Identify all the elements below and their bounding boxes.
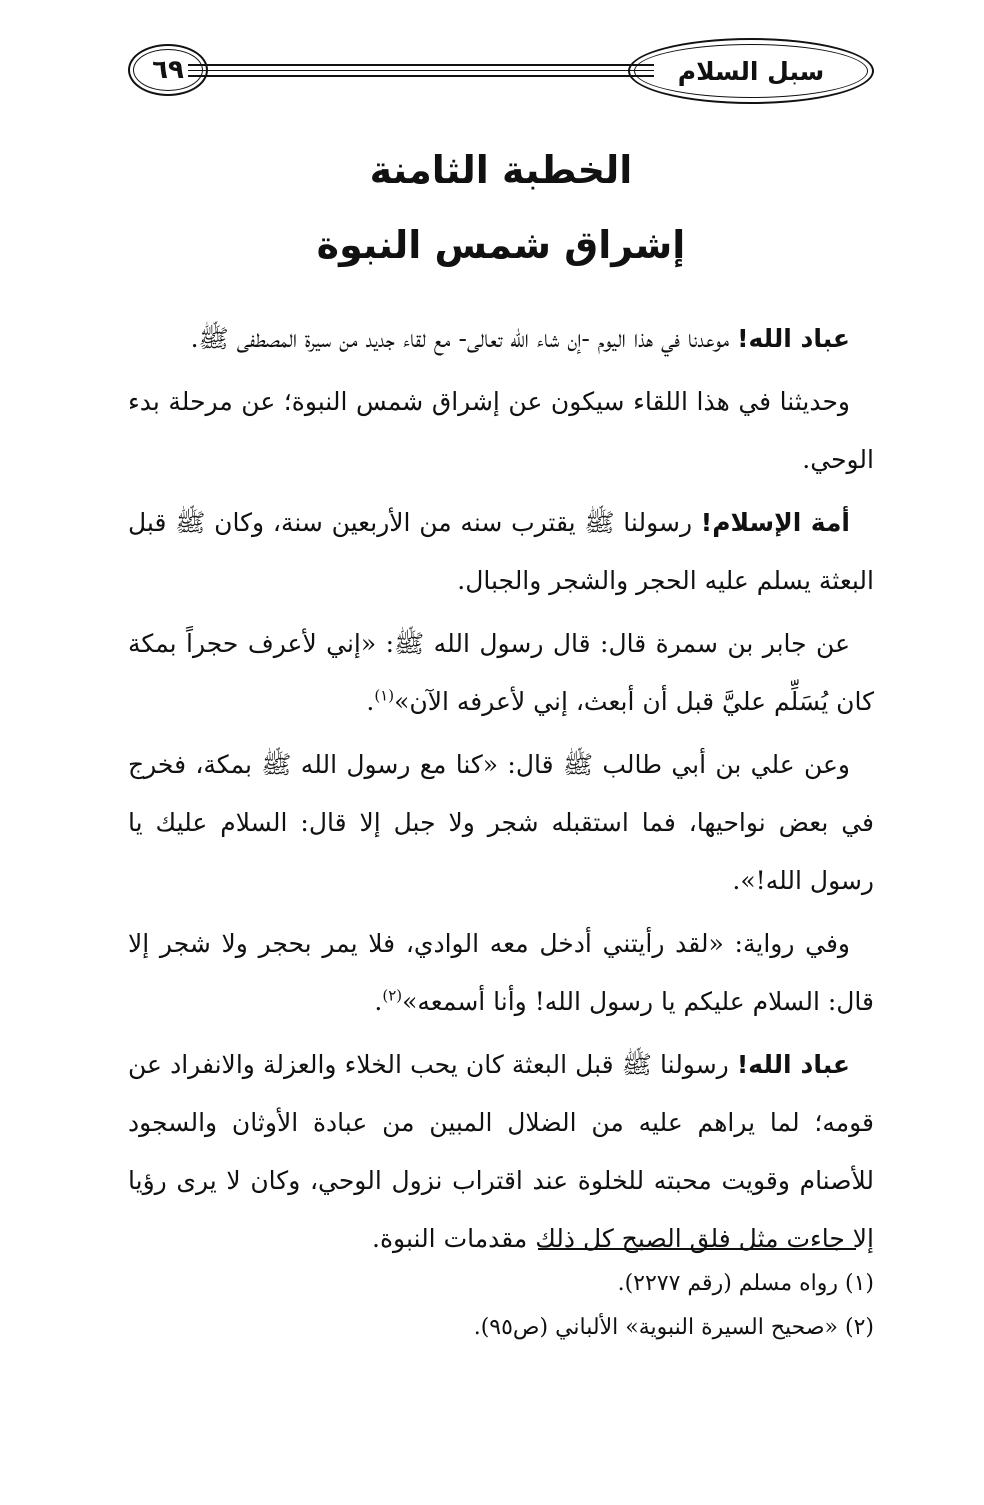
header-rule — [188, 64, 654, 66]
running-header — [128, 38, 874, 106]
paragraph — [128, 915, 874, 1031]
paragraph-text: رسولنا ﷺ يقترب سنه من الأربعين سنة، وكان ﷺ قبل البعثة يسلم عليه الحجر والشجر والجبال. — [128, 508, 874, 595]
book-title-frame — [628, 38, 874, 104]
footnote: (٢) «صحيح السيرة النبوية» الألباني (ص٩٥). — [473, 1315, 874, 1340]
footnote-separator — [538, 1248, 856, 1250]
paragraph — [128, 494, 874, 610]
paragraph — [128, 1036, 874, 1268]
footnotes — [128, 1262, 874, 1350]
paragraph-tail: . — [366, 687, 375, 716]
paragraph-text: موعدنا في هذا اليوم -إن شاء الله تعالى- مع لقاء جديد من سيرة المصطفى ﷺ. — [190, 324, 738, 353]
paragraph-lead: أمة الإسلام! — [700, 508, 851, 537]
footnote-marker[interactable]: (١) — [374, 686, 395, 705]
paragraph-text: وعن علي بن أبي طالب ﷺ قال: «كنا مع رسول الله ﷺ بمكة، فخرج في بعض نواحيها، فما استقبله شجر ولا جبل إلا قال: السلام عليك يا رسول الله!». — [128, 750, 874, 895]
footnote-marker[interactable]: (٢) — [382, 986, 403, 1005]
body-text — [128, 310, 874, 1273]
page-number: ٦٩ — [152, 55, 184, 85]
footnote: (١) رواه مسلم (رقم ٢٢٧٧). — [617, 1271, 874, 1296]
header-rule — [188, 70, 654, 71]
paragraph — [128, 373, 874, 489]
paragraph-lead: عباد الله! — [737, 324, 850, 353]
paragraph-text: وفي رواية: «لقد رأيتني أدخل معه الوادي، فلا يمر بحجر ولا شجر إلا قال: السلام عليكم يا رسول الله! وأنا أسمعه» — [128, 929, 874, 1016]
paragraph-text: رسولنا ﷺ قبل البعثة كان يحب الخلاء والعزلة والانفراد عن قومه؛ لما يراهم عليه من الضلال المبين من عبادة الأوثان والسجود للأصنام وقويت محبته للخلوة عند اقتراب نزول الوحي، وكان لا يرى رؤيا إلا جاءت مثل فلق الصبح كل ذلك مقدمات النبوة. — [128, 1050, 874, 1253]
paragraph-tail: . — [374, 987, 383, 1016]
paragraph-text: وحديثنا في هذا اللقاء سيكون عن إشراق شمس النبوة؛ عن مرحلة بدء الوحي. — [128, 387, 874, 474]
book-title: سبل السلام — [677, 56, 825, 86]
sermon-title: إشراق شمس النبوة — [316, 223, 686, 267]
paragraph — [128, 615, 874, 731]
header-rule — [188, 75, 654, 77]
paragraph — [128, 736, 874, 910]
paragraph — [128, 310, 874, 368]
paragraph-text: عن جابر بن سمرة قال: قال رسول الله ﷺ: «إني لأعرف حجراً بمكة كان يُسَلِّم عليَّ قبل أن أبعث، إني لأعرفه الآن» — [128, 629, 874, 716]
paragraph-lead: عباد الله! — [736, 1050, 851, 1079]
sermon-heading: الخطبة الثامنة — [369, 148, 633, 192]
